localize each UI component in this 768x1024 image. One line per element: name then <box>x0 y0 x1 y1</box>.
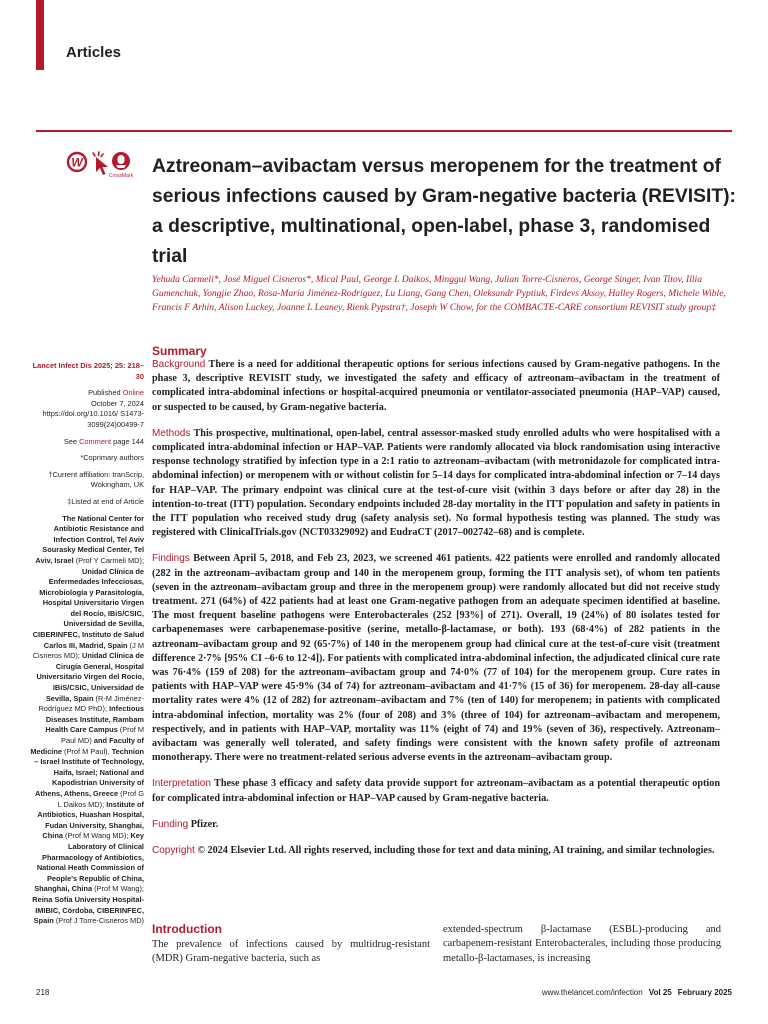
affiliation-name: Technion – Israel Institute of Technology, Haifa, Israel; National and Kapodistrian University of Athens, Athens, Greece <box>34 746 144 798</box>
affiliation-name: Unidad Clínica de Enfermedades Infecciosas, Microbiología y Parasitología, Hospital Universitario Virgen del Rocío, IBiS/CSIC, Universidad de Sevilla, CIBERINFEC, Instituto de Salud Carlos III, Madrid, Spain <box>32 566 144 650</box>
see-suffix: page 144 <box>111 436 144 446</box>
introduction-column-2: extended-spectrum β-lactamase (ESBL)-producing and carbapenem-resistant Enterobacterales, including those producing metallo-β-lactamases, is increasing <box>443 924 721 964</box>
article-title: Aztreonam–avibactam versus meropenem for the treatment of serious infections caused by Gram-negative bacteria (REVISIT): a descriptive, multinational, open-label, phase 3, randomised trial <box>152 156 736 267</box>
abstract-copyright <box>152 844 720 858</box>
affiliations <box>30 514 144 927</box>
footer-site[interactable]: www.thelancet.com/infection <box>541 988 643 997</box>
journal-color-bar <box>36 0 44 70</box>
footer-volume: Vol 25 <box>648 988 672 997</box>
affiliation-credit: (Prof M Wang MD); <box>62 831 131 841</box>
abstract-keyword: Methods <box>152 427 191 439</box>
affiliation-credit: (Prof M Paul MD) <box>61 725 144 745</box>
publication-info <box>30 388 144 430</box>
introduction-column-1: The prevalence of infections caused by multidrug-resistant (MDR) Gram-negative bacteria, such as <box>152 939 430 965</box>
affiliation-credit: (Prof G L Daikos MD); <box>57 788 144 809</box>
affiliation-name: Reina Sofía University Hospital-IMIBIC, Córdoba, CIBERINFEC, Spain <box>32 894 144 926</box>
doi-link[interactable]: October 7, 2024 https://doi.org/10.1016/ S1473-3099(24)00499-7 <box>42 398 144 429</box>
abstract-background <box>152 358 720 415</box>
abstract-text: These phase 3 efficacy and safety data provide support for aztreonam–avibactam as a potential therapeutic option for complicated intra-abdominal infection or HAP–VAP caused by Gram-negative bacteria. <box>152 778 720 804</box>
abstract-findings <box>152 552 720 765</box>
abstract-text: © 2024 Elsevier Ltd. All rights reserved, including those for text and data mining, AI training, and similar technologies. <box>194 845 715 857</box>
abstract-keyword: Background <box>152 359 206 370</box>
abstract-keyword: Funding <box>152 818 189 830</box>
footer-date: February 2025 <box>677 988 732 997</box>
crossmark-icon[interactable] <box>109 152 134 179</box>
published-online-label: Online <box>122 388 144 398</box>
published-prefix: Published <box>88 388 123 398</box>
note-current-affiliation: †Current affiliation: tranScrip, Wokingham, UK <box>48 469 144 490</box>
footer-info <box>542 988 732 997</box>
icon-strip <box>66 148 146 188</box>
affiliation-name: and Faculty of Medicine <box>30 736 144 756</box>
affiliation-credit: (R-M Jiménez-Rodríguez MD PhD); <box>38 693 144 714</box>
abstract-keyword: Findings <box>152 553 190 565</box>
abstract-text: This prospective, multinational, open-label, central assessor-masked study enrolled adults who were hospitalised with a complicated intra-abdominal infection or HAP–VAP. Patients were randomly allocated via block randomisation using interactive response technology stratified by infection type in a 2:1 ratio to aztreonam–avibactam (with metronidazole for complicated intra-abdominal infection) or meropenem with or without colistin for 5–14 days for complicated intra-abdominal infection or 7–14 days for HAP–VAP. The primary endpoint was clinical cure at the test-of-cure visit (within 3 days before or after day 28) in the intention-to-treat (ITT) population. Secondary endpoints included 28-day mortality in the ITT population and safety in patients in the ITT population who received study drug (safety analysis set). No formal hypothesis testing was planned. The study was registered with ClinicalTrials.gov (NCT03329092) and EudraCT (2017–002742–68) and is complete. <box>152 427 720 539</box>
crossmark-caption: CrossMark <box>108 173 134 179</box>
abstract-keyword: Copyright <box>152 845 195 857</box>
abstract-methods <box>152 427 720 541</box>
header-rule <box>36 130 732 132</box>
see-comment <box>30 437 144 448</box>
svg-text:W: W <box>71 155 83 170</box>
affiliation-credit: (Prof M Paul), <box>61 746 112 756</box>
abstract-text: Between April 5, 2018, and Feb 23, 2023, we screened 461 patients. 422 patients were enrolled and randomly allocated (282 in the aztreonam–avibactam group and 140 in the meropenem group, forming the ITT analysis set), of whom ten patients (seven in the aztreonam–avibactam group and three in the meropenem group) were randomly allocated but did not receive study treatment. 271 (64%) of 422 patients had at least one Gram-negative pathogen from an adequate specimen identified at baseline. The most frequent baseline pathogens were Enterobacterales (252 [93%] of 271). Overall, 19 (24%) of 80 isolates tested for carbapenemases were carbapenemase-positive (serine, metallo-β-lactamase, or both). 193 (68·4%) of 282 patients in the aztreonam–avibactam group and 92 (65·7%) of 140 in the meropenem group had clinical cure at the test-of-cure visit (treatment difference 2·7% [95% CI –6·6 to 12·4]). For patients with complicated intra-abdominal infection, the adjudicated clinical cure rate was 76·4% (159 of 208) for the aztreonam–avibactam group and 74·0% (77 of 104) for the meropenem group. Cure rates in patients with HAP–VAP were 45·9% (34 of 74) for aztreonam–avibactam and 41·7% (15 of 36) for meropenem. 28-day all-cause mortality rates were 4% (12 of 282) for aztreonam–avibactam and 7% (ten of 140) for meropenem; in patients with complicated intra-abdominal infection, mortality was 2% (four of 208) and 3% (three of 104) for aztreonam–avibactam and meropenem, respectively, and in patients with HAP–VAP, mortality was 11% (eight of 74) and 19% (seven of 36), respectively. Aztreonam–avibactam was generally well tolerated, and safety findings were consistent with the known safety profile of aztreonam monotherapy. There were no treatment-related serious adverse events in the aztreonam–avibactam group. <box>152 553 720 764</box>
abstract <box>152 358 720 870</box>
affiliation-name: Key Laboratory of Clinical Pharmacology of Antibiotics, National Heath Commission of People's Republic of China, Shanghai, China <box>34 831 144 894</box>
introduction-heading: Introduction <box>152 922 222 936</box>
affiliation-credit: (Prof Y Carmeli MD); <box>73 555 144 565</box>
summary-heading: Summary <box>152 344 207 358</box>
section-label: Articles <box>66 44 122 61</box>
note-coprimary: *Coprimary authors <box>80 453 144 463</box>
sidebar <box>30 361 144 933</box>
article-icons <box>66 148 146 188</box>
comment-link[interactable]: Comment <box>79 436 112 446</box>
affiliation-name: Institute of Antibiotics, Huashan Hospital, Fudan University, Shanghai, China <box>37 799 144 841</box>
abstract-keyword: Interpretation <box>152 778 211 790</box>
see-prefix: See <box>63 436 80 446</box>
note-listed: ‡Listed at end of Article <box>67 496 144 506</box>
author-list[interactable]: Yehuda Carmeli*, José Miguel Cisneros*, Mical Paul, George L Daikos, Minggui Wang, Julian Torre-Cisneros, George Singer, Ivan Titov, Illia Gumenchuk, Yongjie Zhao, Rosa-María Jiménez-Rodríguez, Lu Liang, Gang Chen, Oleksandr Pyptiuk, Firdevs Aksoy, Halley Rogers, Michele Wible, Francis F Arhin, Alison Luckey, Joanne L Leaney, Rienk Pypstra†, Joseph W Chow, for the COMBACTE-CARE consortium REVISIT study group‡ <box>152 274 726 314</box>
abstract-text: Pfizer. <box>188 818 219 830</box>
cursor-icon[interactable] <box>93 152 108 175</box>
journal-reference: Lancet Infect Dis 2025; 25: 218–30 <box>32 361 144 381</box>
abstract-text: There is a need for additional therapeutic options for serious infections caused by Gram-negative pathogens. In the phase 3, descriptive REVISIT study, we investigated the safety and efficacy of aztreonam–avibactam in the treatment of complicated intra-abdominal infections or hospital-acquired pneumonia or ventilator-associated pneumonia (HAP–VAP) caused, or suspected to be caused, by Gram-negative bacteria. <box>152 359 720 413</box>
open-access-icon[interactable] <box>68 153 86 171</box>
affiliation-credit: (Prof J Torre-Cisneros MD) <box>53 916 144 926</box>
abstract-interpretation <box>152 777 720 805</box>
page-number: 218 <box>36 988 50 997</box>
abstract-funding <box>152 818 720 832</box>
affiliation-name: Infectious Diseases Institute, Rambam Health Care Campus <box>45 704 144 735</box>
affiliation-name: The National Center for Antibiotic Resistance and Infection Control, Tel Aviv Sourasky Medical Center, Tel Aviv, Israel <box>35 513 144 565</box>
affiliation-name: Unidad Clínica de Cirugía General, Hospital Universitario Virgen del Rocío, IBiS/CSIC, Universidad de Sevilla, Spain <box>36 651 144 703</box>
affiliation-credit: (Prof M Wang); <box>92 884 144 894</box>
affiliation-credit: (J M Cisneros MD); <box>32 640 144 661</box>
